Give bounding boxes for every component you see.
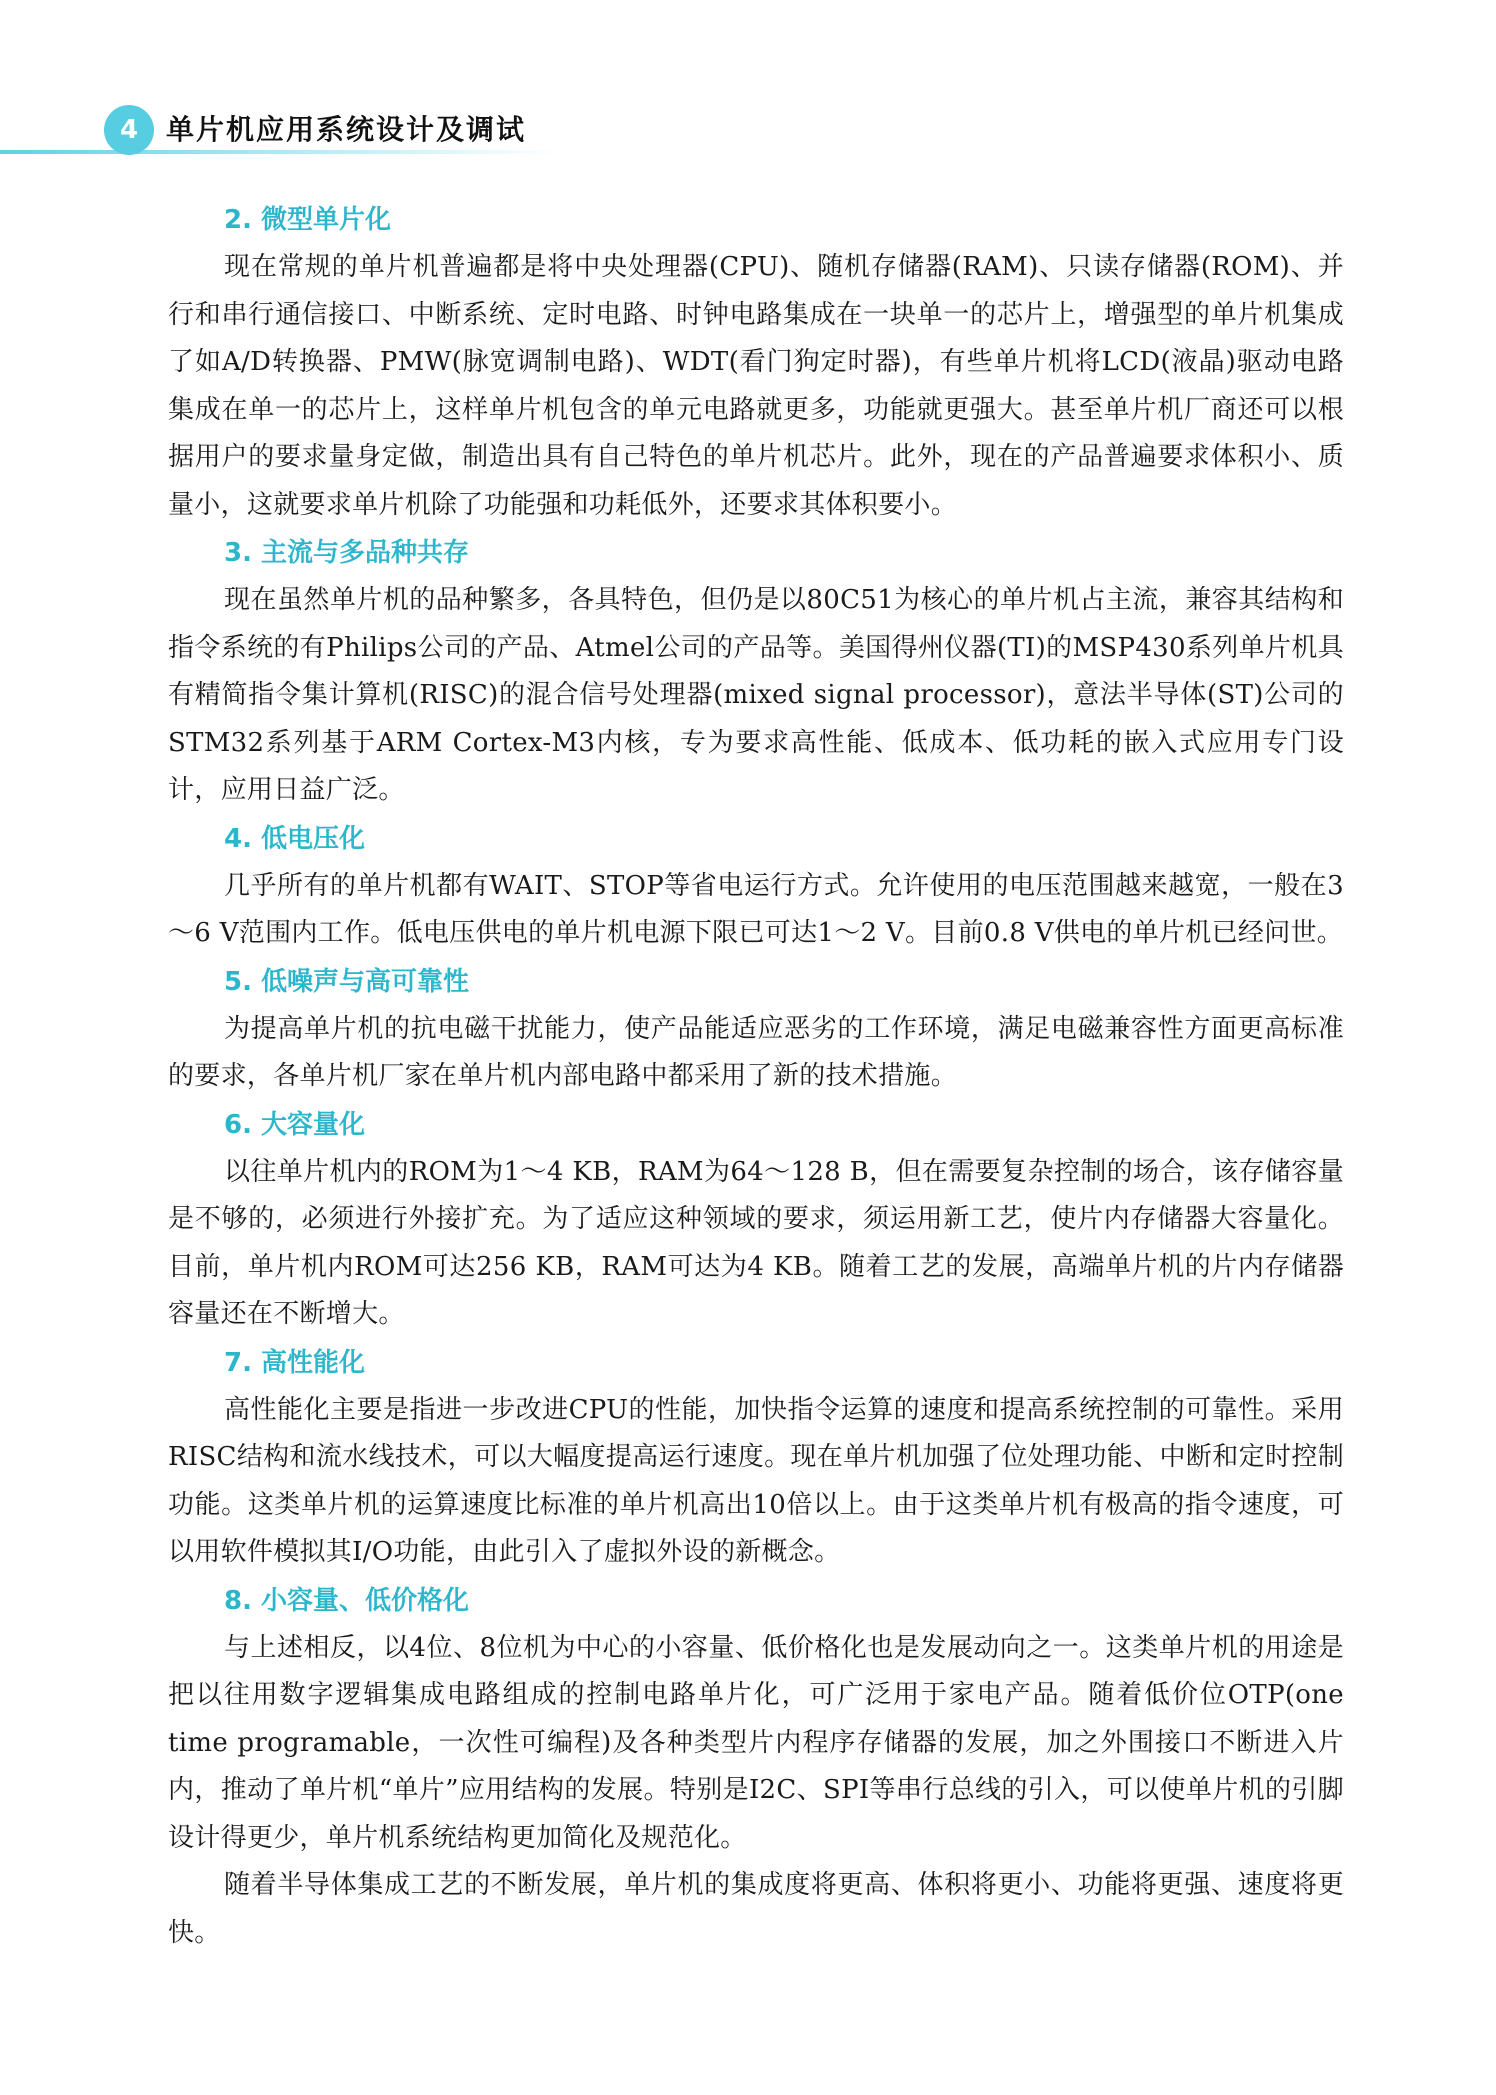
header-rule xyxy=(0,150,560,154)
body-paragraph: 几乎所有的单片机都有WAIT、STOP等省电运行方式。允许使用的电压范围越来越宽，一般在3～6 V范围内工作。低电压供电的单片机电源下限已可达1～2 V。目前0.8 V供电的单片机已经问世。 xyxy=(168,870,1344,948)
body-paragraph: 现在常规的单片机普遍都是将中央处理器(CPU)、随机存储器(RAM)、只读存储器(ROM)、并行和串行通信接口、中断系统、定时电路、时钟电路集成在一块单一的芯片上，增强型的单片机集成了如A/D转换器、PMW(脉宽调制电路)、WDT(看门狗定时器)，有些单片机将LCD(液晶)驱动电路集成在单一的芯片上，这样单片机包含的单元电路就更多，功能就更强大。甚至单片机厂商还可以根据用户的要求量身定做，制造出具有自己特色的单片机芯片。此外，现在的产品普遍要求体积小、质量小，这就要求单片机除了功能强和功耗低外，还要求其体积要小。 xyxy=(168,252,1344,520)
page-number: 4 xyxy=(104,105,154,155)
section-heading: 3. 主流与多品种共存 xyxy=(224,538,470,568)
section-heading: 8. 小容量、低价格化 xyxy=(224,1585,470,1616)
section-2 xyxy=(168,196,1344,529)
body-paragraph: 与上述相反，以4位、8位机为中心的小容量、低价格化也是发展动向之一。这类单片机的用途是把以往用数字逻辑集成电路组成的控制电路单片化，可广泛用于家电产品。随着低价位OTP(one time programable，一次性可编程)及各种类型片内程序存储器的发展，加之外围接口不断进入片内，推动了单片机“单片”应用结构的发展。特别是I2C、SPI等串行总线的引入，可以使单片机的引脚设计得更少，单片机系统结构更加简化及规范化。 xyxy=(168,1632,1344,1853)
body-paragraph: 随着半导体集成工艺的不断发展，单片机的集成度将更高、体积将更小、功能将更强、速度将更快。 xyxy=(168,1870,1344,1948)
section-heading: 4. 低电压化 xyxy=(224,823,366,854)
page-body xyxy=(168,196,1344,1957)
body-paragraph: 为提高单片机的抗电磁干扰能力，使产品能适应恶劣的工作环境，满足电磁兼容性方面更高标准的要求，各单片机厂家在单片机内部电路中都采用了新的技术措施。 xyxy=(168,1013,1344,1091)
section-3 xyxy=(168,529,1344,815)
section-heading: 2. 微型单片化 xyxy=(224,205,392,235)
body-paragraph: 高性能化主要是指进一步改进CPU的性能，加快指令运算的速度和提高系统控制的可靠性。采用RISC结构和流水线技术，可以大幅度提高运行速度。现在单片机加强了位处理功能、中断和定时控制功能。这类单片机的运算速度比标准的单片机高出10倍以上。由于这类单片机有极高的指令速度，可以用软件模拟其I/O功能，由此引入了虚拟外设的新概念。 xyxy=(168,1394,1344,1567)
section-heading: 7. 高性能化 xyxy=(224,1347,366,1378)
section-7 xyxy=(168,1339,1344,1577)
running-title: 单片机应用系统设计及调试 xyxy=(166,113,527,146)
section-4 xyxy=(168,815,1344,958)
section-5 xyxy=(168,958,1344,1101)
page-header xyxy=(0,100,1496,160)
section-heading: 6. 大容量化 xyxy=(224,1109,366,1140)
section-6 xyxy=(168,1101,1344,1339)
body-paragraph: 以往单片机内的ROM为1～4 KB，RAM为64～128 B，但在需要复杂控制的场合，该存储容量是不够的，必须进行外接扩充。为了适应这种领域的要求，须运用新工艺，使片内存储器大容量化。目前，单片机内ROM可达256 KB，RAM可达为4 KB。随着工艺的发展，高端单片机的片内存储器容量还在不断增大。 xyxy=(168,1156,1344,1329)
section-8 xyxy=(168,1577,1344,1958)
body-paragraph: 现在虽然单片机的品种繁多，各具特色，但仍是以80C51为核心的单片机占主流，兼容其结构和指令系统的有Philips公司的产品、Atmel公司的产品等。美国得州仪器(TI)的MSP430系列单片机具有精简指令集计算机(RISC)的混合信号处理器(mixed signal processor)，意法半导体(ST)公司的STM32系列基于ARM Cortex-M3内核，专为要求高性能、低成本、低功耗的嵌入式应用专门设计，应用日益广泛。 xyxy=(168,585,1344,805)
section-heading: 5. 低噪声与高可靠性 xyxy=(224,966,470,997)
